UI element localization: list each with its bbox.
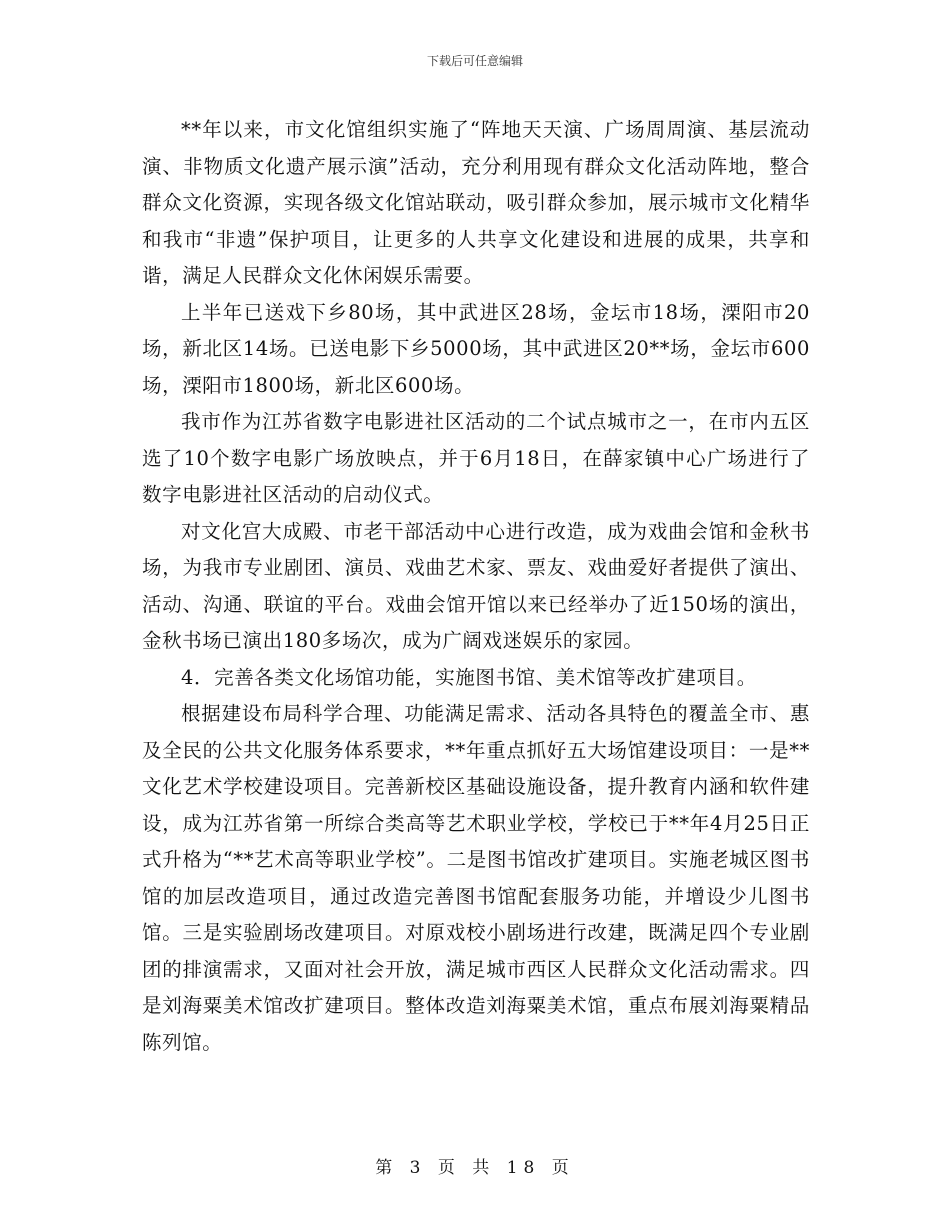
- paragraph-digital-cinema: 我市作为江苏省数字电影进社区活动的二个试点城市之一，在市内五区选了10个数字电影广场放映点，并于6月18日，在薛家镇中心广场进行了数字电影进社区活动的启动仪式。: [142, 410, 810, 506]
- section-heading-venues: 4．完善各类文化场馆功能，实施图书馆、美术馆等改扩建项目。: [181, 665, 757, 689]
- paragraph-activities: **年以来，市文化馆组织实施了“阵地天天演、广场周周演、基层流动演、非物质文化遗产展示演”活动，充分利用现有群众文化活动阵地，整合群众文化资源，实现各级文化馆站联动，吸引群众参加，展示城市文化精华和我市“非遗”保护项目，让更多的人共享文化建设和进展的成果，共享和谐，满足人民群众文化休闲娱乐需要。: [142, 118, 810, 287]
- page-number-footer: 第 3 页 共 18 页: [375, 1158, 575, 1178]
- page-header-note: 下载后可任意编辑: [426, 54, 523, 68]
- paragraph-rural-shows: 上半年已送戏下乡80场，其中武进区28场，金坛市18场，溧阳市20场，新北区14场。已送电影下乡5000场，其中武进区20**场，金坛市600场，溧阳市1800场，新北区600场。: [142, 300, 810, 397]
- paragraph-opera-hall: 对文化宫大成殿、市老干部活动中心进行改造，成为戏曲会馆和金秋书场，为我市专业剧团、演员、戏曲艺术家、票友、戏曲爱好者提供了演出、活动、沟通、联谊的平台。戏曲会馆开馆以来已经举办了近150场的演出，金秋书场已演出180多场次，成为广阔戏迷娱乐的家园。: [142, 519, 810, 652]
- paragraph-venue-projects: 根据建设布局科学合理、功能满足需求、活动各具特色的覆盖全市、惠及全民的公共文化服务体系要求，**年重点抓好五大场馆建设项目：一是**文化艺术学校建设项目。完善新校区基础设施设备，提升教育内涵和软件建设，成为江苏省第一所综合类高等艺术职业学校，学校已于**年4月25日正式升格为“**艺术高等职业学校”。二是图书馆改扩建项目。实施老城区图书馆的加层改造项目，通过改造完善图书馆配套服务功能，并增设少儿图书馆。三是实验剧场改建项目。对原戏校小剧场进行改建，既满足四个专业剧团的排演需求，又面对社会开放，满足城市西区人民群众文化活动需求。四是刘海粟美术馆改扩建项目。整体改造刘海粟美术馆，重点布展刘海粟精品陈列馆。: [142, 702, 810, 1054]
- document-body: [142, 112, 810, 1061]
